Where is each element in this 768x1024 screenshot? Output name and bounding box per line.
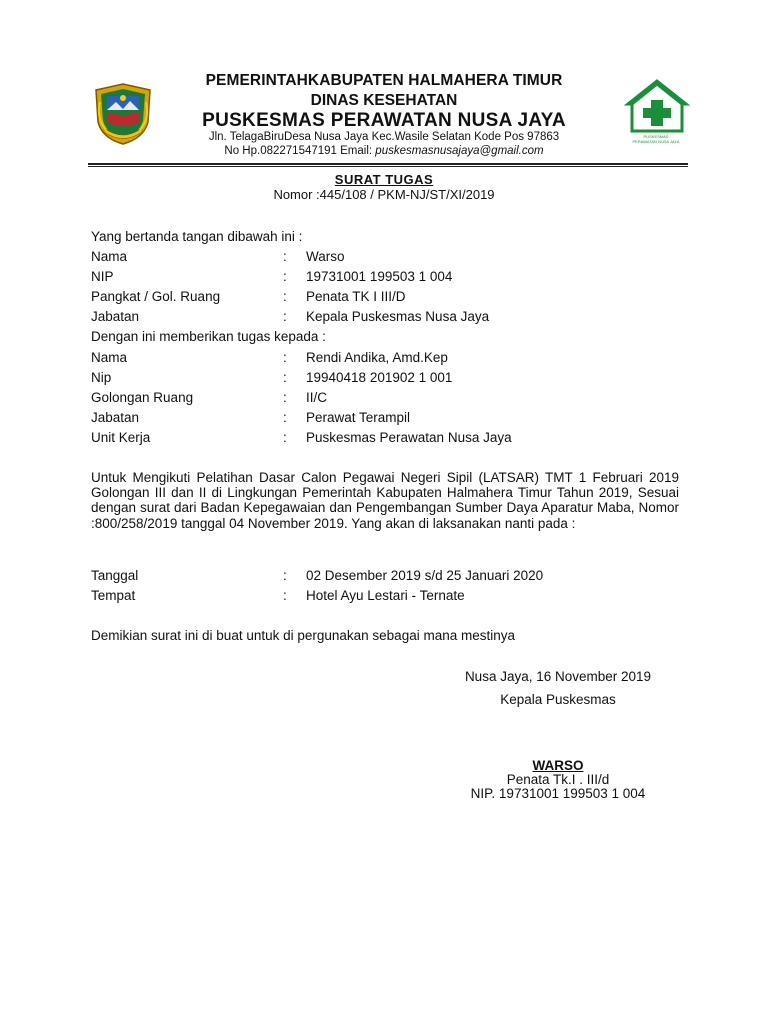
field-label: Pangkat / Gol. Ruang [91,289,221,304]
logo-caption-line1: PUSKESMAS [643,134,669,139]
field-label: Jabatan [91,410,140,425]
address-line: Jln. TelagaBiruDesa Nusa Jaya Kec.Wasile Selatan Kode Pos 97863 [208,131,560,143]
field-colon: : [283,350,287,365]
body-paragraph: Untuk Mengikuti Pelatihan Dasar Calon Pegawai Negeri Sipil (LATSAR) TMT 1 Februari 2019 Golongan III dan II di Lingkungan Pemerintah Kabupaten Halmahera Timur Tahun 2019, Sesuai dengan surat dari Badan Kepegawaian dan Pengembangan Sumber Daya Aparatur Maba, Nomor :800/258/2019 tanggal 04 November 2019. Yang akan di laksanakan nanti pada : [91,470,679,531]
field-value: 02 Desember 2019 s/d 25 Januari 2020 [306,568,544,583]
email-text: puskesmasnusajaya@gmail.com [375,145,544,157]
field-label: Unit Kerja [91,430,151,445]
field-colon: : [283,430,287,445]
field-colon: : [283,249,287,264]
field-value: Puskesmas Perawatan Nusa Jaya [306,430,512,445]
letter-number: Nomor :445/108 / PKM-NJ/ST/XI/2019 [273,187,495,202]
field-label: Nama [91,249,128,264]
logo-caption-line2: PERAWATAN NUSA JAYA [632,139,680,144]
field-label: Tempat [91,588,136,603]
field-label: Jabatan [91,309,140,324]
assign-intro-text: Dengan ini memberikan tugas kepada : [91,329,326,344]
field-colon: : [283,410,287,425]
government-name: PEMERINTAHKABUPATEN HALMAHERA TIMUR [205,72,563,89]
field-value: 19731001 199503 1 004 [306,269,453,284]
closing-text: Demikian surat ini di buat untuk di pergunakan sebagai mana mestinya [91,628,515,643]
place-date: Nusa Jaya, 16 November 2019 [464,669,652,684]
field-colon: : [283,370,287,385]
field-colon: : [283,588,287,603]
field-colon: : [283,390,287,405]
field-colon: : [283,568,287,583]
field-label: NIP [91,269,114,284]
field-value: 19940418 201902 1 001 [306,370,453,385]
signer-rank: Penata Tk.I . III/d [506,772,610,787]
field-value: Warso [306,249,345,264]
department-name: DINAS KESEHATAN [310,92,458,109]
field-value: Hotel Ayu Lestari - Ternate [306,588,465,603]
field-colon: : [283,289,287,304]
letterhead-divider [88,163,688,165]
letterhead-divider-thin [88,166,688,167]
field-value: Penata TK I III/D [306,289,406,304]
signer-nip: NIP. 19731001 199503 1 004 [470,786,646,801]
field-value: Rendi Andika, Amd.Kep [306,350,448,365]
field-value: Kepala Puskesmas Nusa Jaya [306,309,490,324]
phone-text: No Hp.082271547191 Email: [224,145,376,157]
letter-title: SURAT TUGAS [334,172,434,187]
signer-name: WARSO [532,758,584,773]
field-label: Nama [91,350,128,365]
field-colon: : [283,309,287,324]
field-value: Perawat Terampil [306,410,411,425]
field-label: Nip [91,370,112,385]
signer-position: Kepala Puskesmas [500,692,616,707]
intro-text: Yang bertanda tangan dibawah ini : [91,229,303,244]
field-colon: : [283,269,287,284]
field-label: Golongan Ruang [91,390,194,405]
contact-line [0,145,768,157]
field-label: Tanggal [91,568,139,583]
institution-name: PUSKESMAS PERAWATAN NUSA JAYA [202,110,566,131]
field-value: II/C [306,390,328,405]
